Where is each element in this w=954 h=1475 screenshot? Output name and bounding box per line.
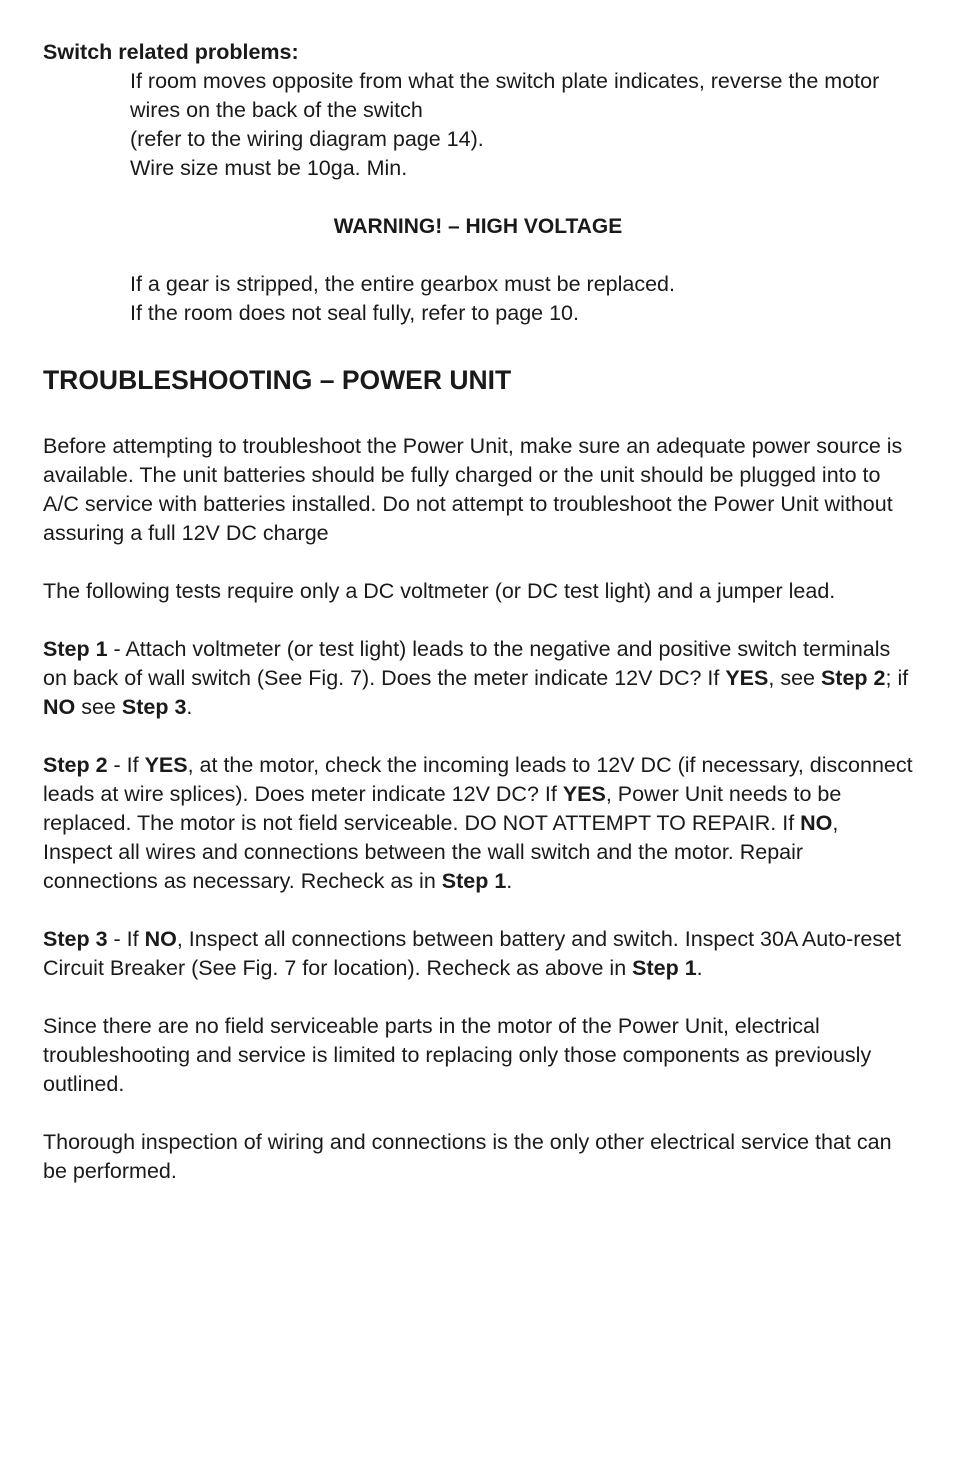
step-2-yes: YES <box>144 753 188 777</box>
step-1-ref-step-3: Step 3 <box>121 695 187 719</box>
step-2-no: NO <box>800 811 833 835</box>
step-1-text: - Attach voltmeter (or test light) leads to the negative and positive switch terminals on back of wall switch (See Fig. 7). Does the meter indicate 12V DC? If <box>43 637 891 690</box>
step-2-text: , at the motor, check the incoming leads to 12V DC (if necessary, disconnect leads at wire splices). Does meter indicate 12V DC? If <box>43 753 913 806</box>
step-1-ref-step-2: Step 2 <box>820 666 886 690</box>
step-3-ref-step-1: Step 1 <box>632 956 697 980</box>
closing-paragraph-parts: Since there are no field serviceable parts in the motor of the Power Unit, electrical troubleshooting and service is limited to replacing only those components as previously outlined. <box>43 1014 872 1096</box>
step-1-text: ; if <box>885 666 909 690</box>
step-3-label: Step 3 <box>43 927 108 951</box>
closing-paragraph-inspection: Thorough inspection of wiring and connections is the only other electrical service that can be performed. <box>43 1130 892 1183</box>
seal-note: If the room does not seal fully, refer to page 10. <box>130 301 579 325</box>
step-1-text: see <box>75 695 122 719</box>
step-2-text: , Inspect all wires and connections between the wall switch and the motor. Repair connections as necessary. Recheck as in <box>43 811 839 893</box>
step-1-yes: YES <box>725 666 769 690</box>
step-3-text: - If <box>107 927 145 951</box>
step-1-text: . <box>186 695 193 719</box>
switch-problems-heading: Switch related problems: <box>43 40 299 64</box>
step-3-text: . <box>696 956 703 980</box>
step-2-label: Step 2 <box>43 753 108 777</box>
step-1-text: , see <box>768 666 821 690</box>
switch-reverse-instruction: If room moves opposite from what the switch plate indicates, reverse the motor wires on the back of the switch <box>130 69 880 122</box>
step-1-label: Step 1 <box>43 637 108 661</box>
step-2-yes: YES <box>562 782 606 806</box>
wiring-diagram-reference: (refer to the wiring diagram page 14). <box>130 127 484 151</box>
step-1-no: NO <box>43 695 76 719</box>
manual-page <box>43 38 913 1186</box>
step-2-ref-step-1: Step 1 <box>441 869 507 893</box>
tests-intro: The following tests require only a DC voltmeter (or DC test light) and a jumper lead. <box>43 579 836 603</box>
power-unit-intro: Before attempting to troubleshoot the Power Unit, make sure an adequate power source is available. The unit batteries should be fully charged or the unit should be plugged into to A/C service with batteries installed. Do not attempt to troubleshoot the Power Unit without assuring a full 12V DC charge <box>43 434 903 545</box>
gearbox-note: If a gear is stripped, the entire gearbox must be replaced. <box>130 272 675 296</box>
step-2-text: , Power Unit needs to be replaced. The motor is not field serviceable. DO NOT ATTEMPT TO REPAIR. If <box>43 782 842 835</box>
step-2-paragraph <box>43 751 913 896</box>
step-2-text: . <box>506 869 513 893</box>
step-2-text: - If <box>107 753 145 777</box>
step-3-no: NO <box>144 927 177 951</box>
section-title-power-unit: TROUBLESHOOTING – POWER UNIT <box>43 365 512 395</box>
step-3-paragraph <box>43 925 913 983</box>
step-1-paragraph <box>43 635 913 722</box>
step-3-text: , Inspect all connections between battery and switch. Inspect 30A Auto-reset Circuit Breaker (See Fig. 7 for location). Recheck as above in <box>43 927 902 980</box>
wire-size-note: Wire size must be 10ga. Min. <box>130 156 408 180</box>
high-voltage-warning: WARNING! – HIGH VOLTAGE <box>333 215 623 238</box>
